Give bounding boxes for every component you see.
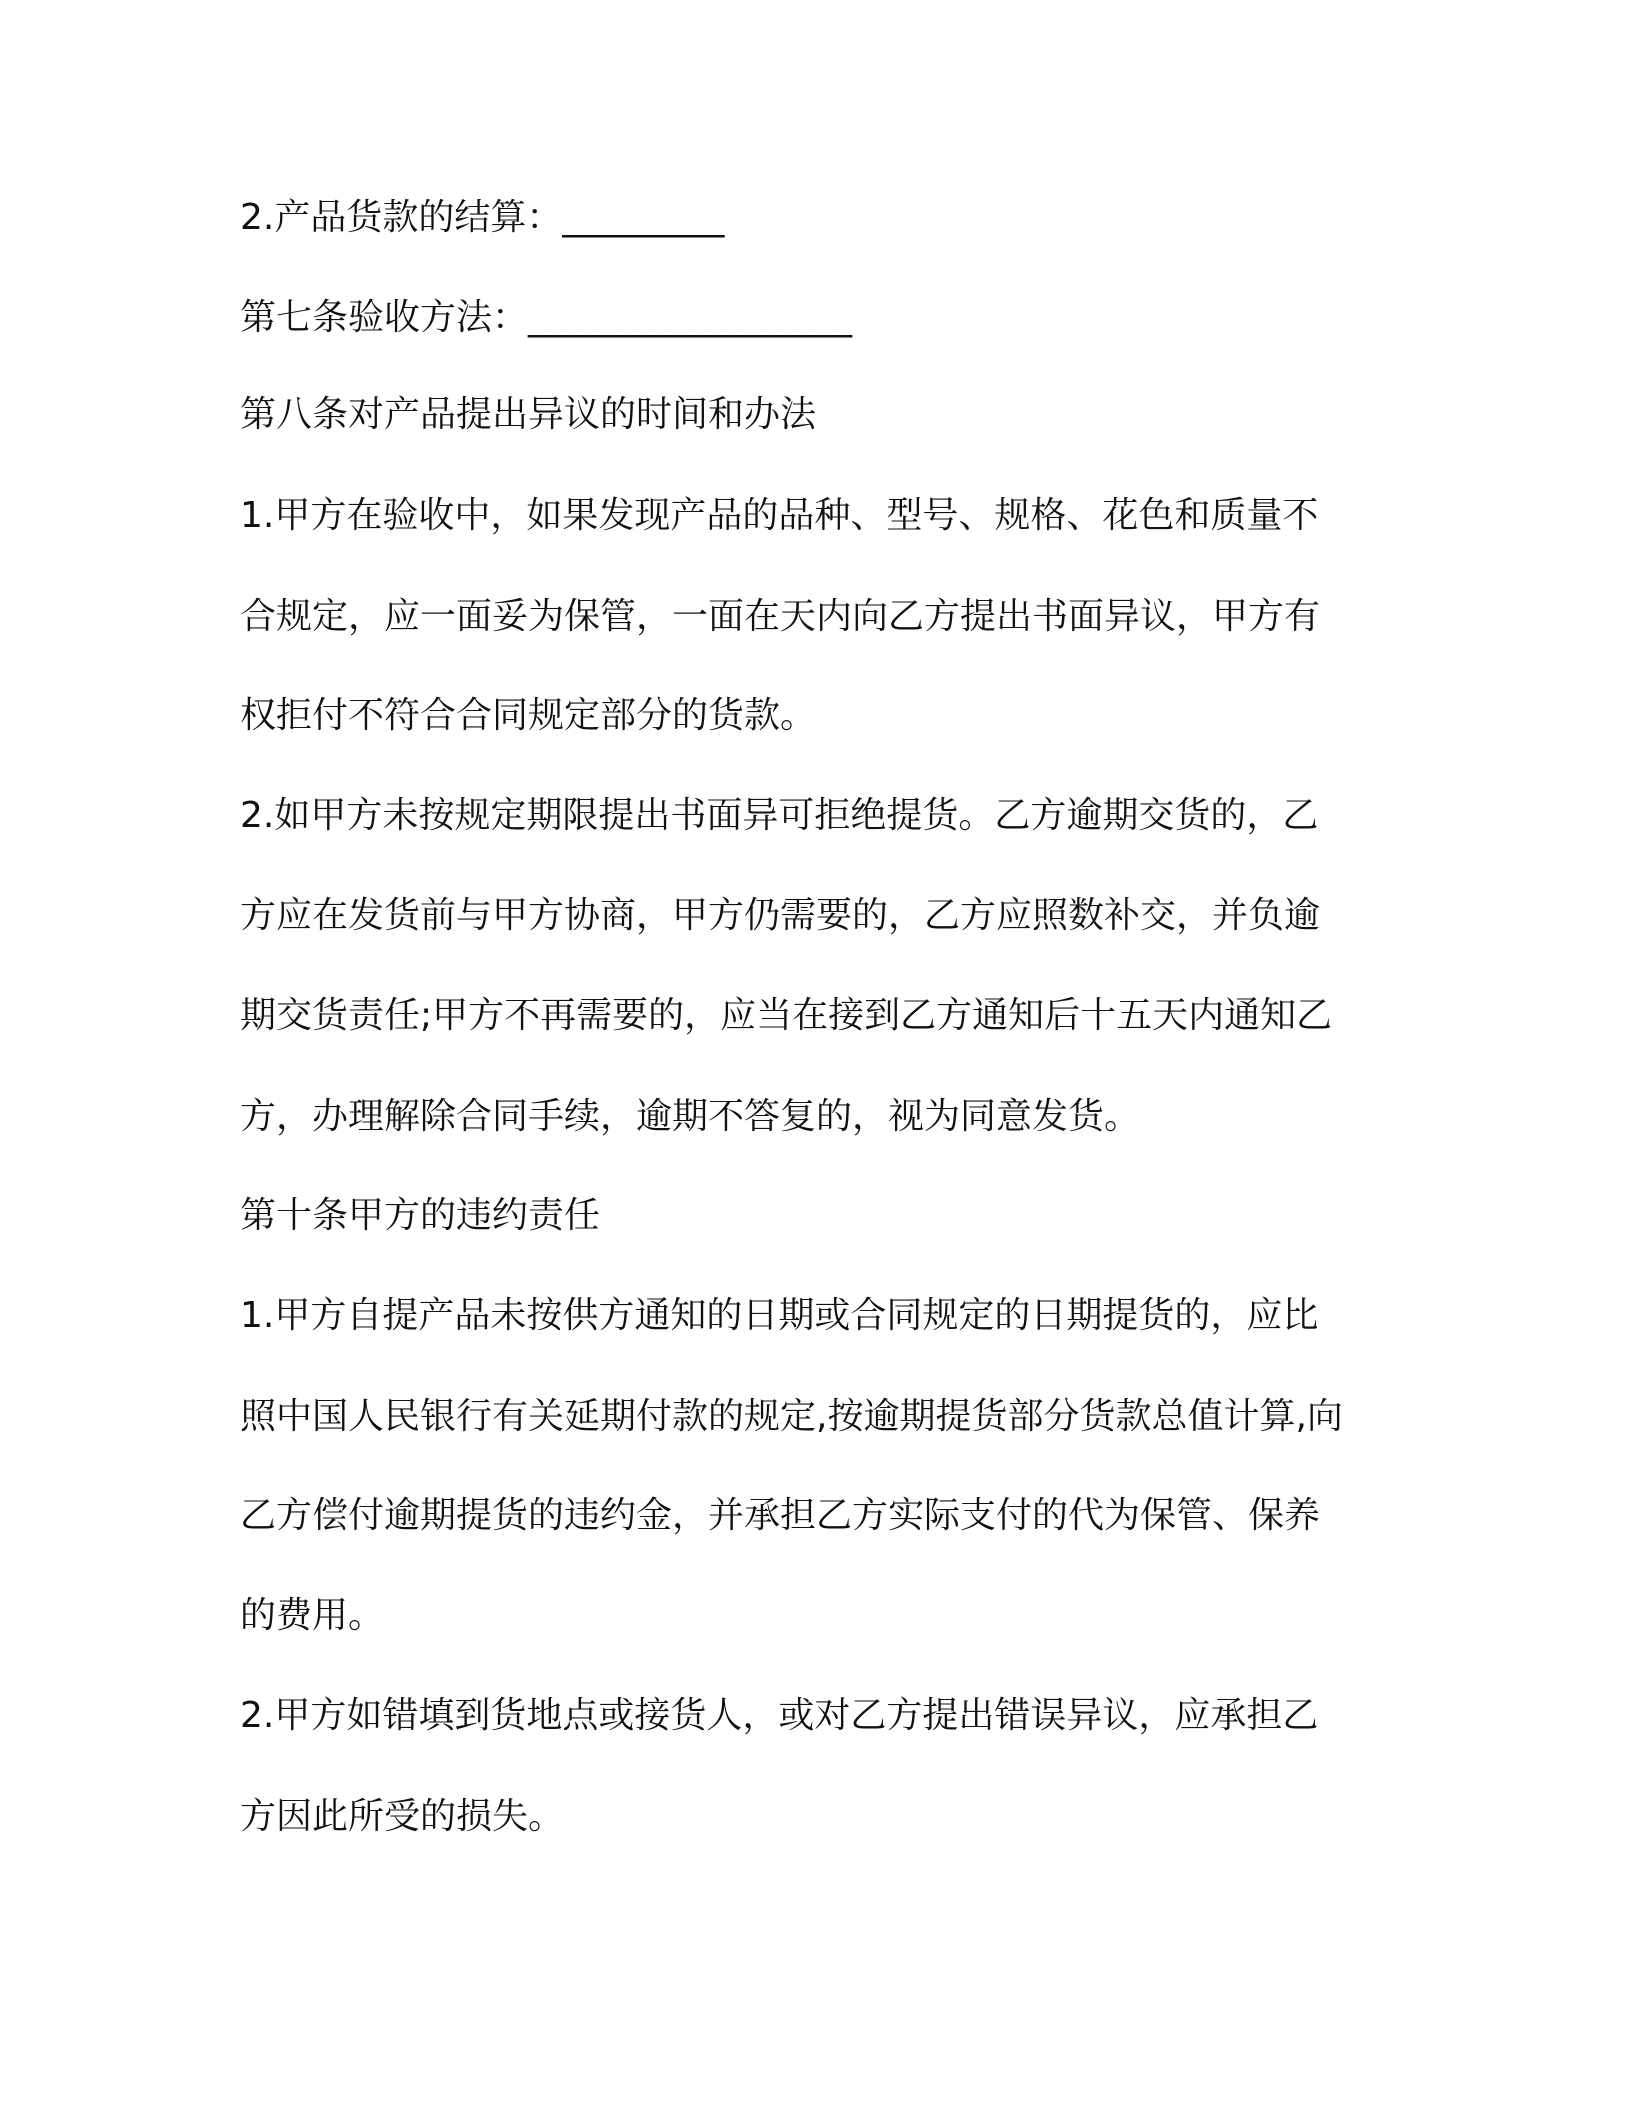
clause-heading-10-party-a-liability: 第十条甲方的违约责任 xyxy=(240,1195,601,1236)
clause-10-item-2-line-2: 方因此所受的损失。 xyxy=(240,1796,565,1837)
clause-8-item-2-line-4: 方，办理解除合同手续，逾期不答复的，视为同意发货。 xyxy=(240,1096,1141,1137)
clause-heading-8-objection: 第八条对产品提出异议的时间和办法 xyxy=(240,394,817,435)
clause-10-item-2-line-1: 2.甲方如错填到货地点或接货人，或对乙方提出错误异议，应承担乙 xyxy=(240,1695,1319,1736)
clause-heading-7-acceptance-method: 第七条验收方法：__________________ xyxy=(240,297,853,338)
clause-10-item-1-line-3: 乙方偿付逾期提货的违约金，并承担乙方实际支付的代为保管、保养 xyxy=(240,1495,1321,1536)
clause-8-item-2-line-1: 2.如甲方未按规定期限提出书面异可拒绝提货。乙方逾期交货的，乙 xyxy=(240,795,1319,836)
clause-10-item-1-line-2: 照中国人民银行有关延期付款的规定,按逾期提货部分货款总值计算,向 xyxy=(240,1396,1343,1437)
clause-line-payment-settlement: 2.产品货款的结算：_________ xyxy=(240,197,725,238)
clause-10-item-1-line-1: 1.甲方自提产品未按供方通知的日期或合同规定的日期提货的，应比 xyxy=(240,1295,1319,1336)
clause-10-item-1-line-4: 的费用。 xyxy=(240,1595,385,1636)
clause-8-item-1-line-3: 权拒付不符合合同规定部分的货款。 xyxy=(240,695,817,736)
clause-8-item-1-line-2: 合规定，应一面妥为保管，一面在天内向乙方提出书面异议，甲方有 xyxy=(240,596,1321,637)
clause-8-item-1-line-1: 1.甲方在验收中，如果发现产品的品种、型号、规格、花色和质量不 xyxy=(240,495,1319,536)
clause-8-item-2-line-3: 期交货责任;甲方不再需要的，应当在接到乙方通知后十五天内通知乙 xyxy=(240,995,1333,1036)
clause-8-item-2-line-2: 方应在发货前与甲方协商，甲方仍需要的，乙方应照数补交，并负逾 xyxy=(240,895,1321,936)
